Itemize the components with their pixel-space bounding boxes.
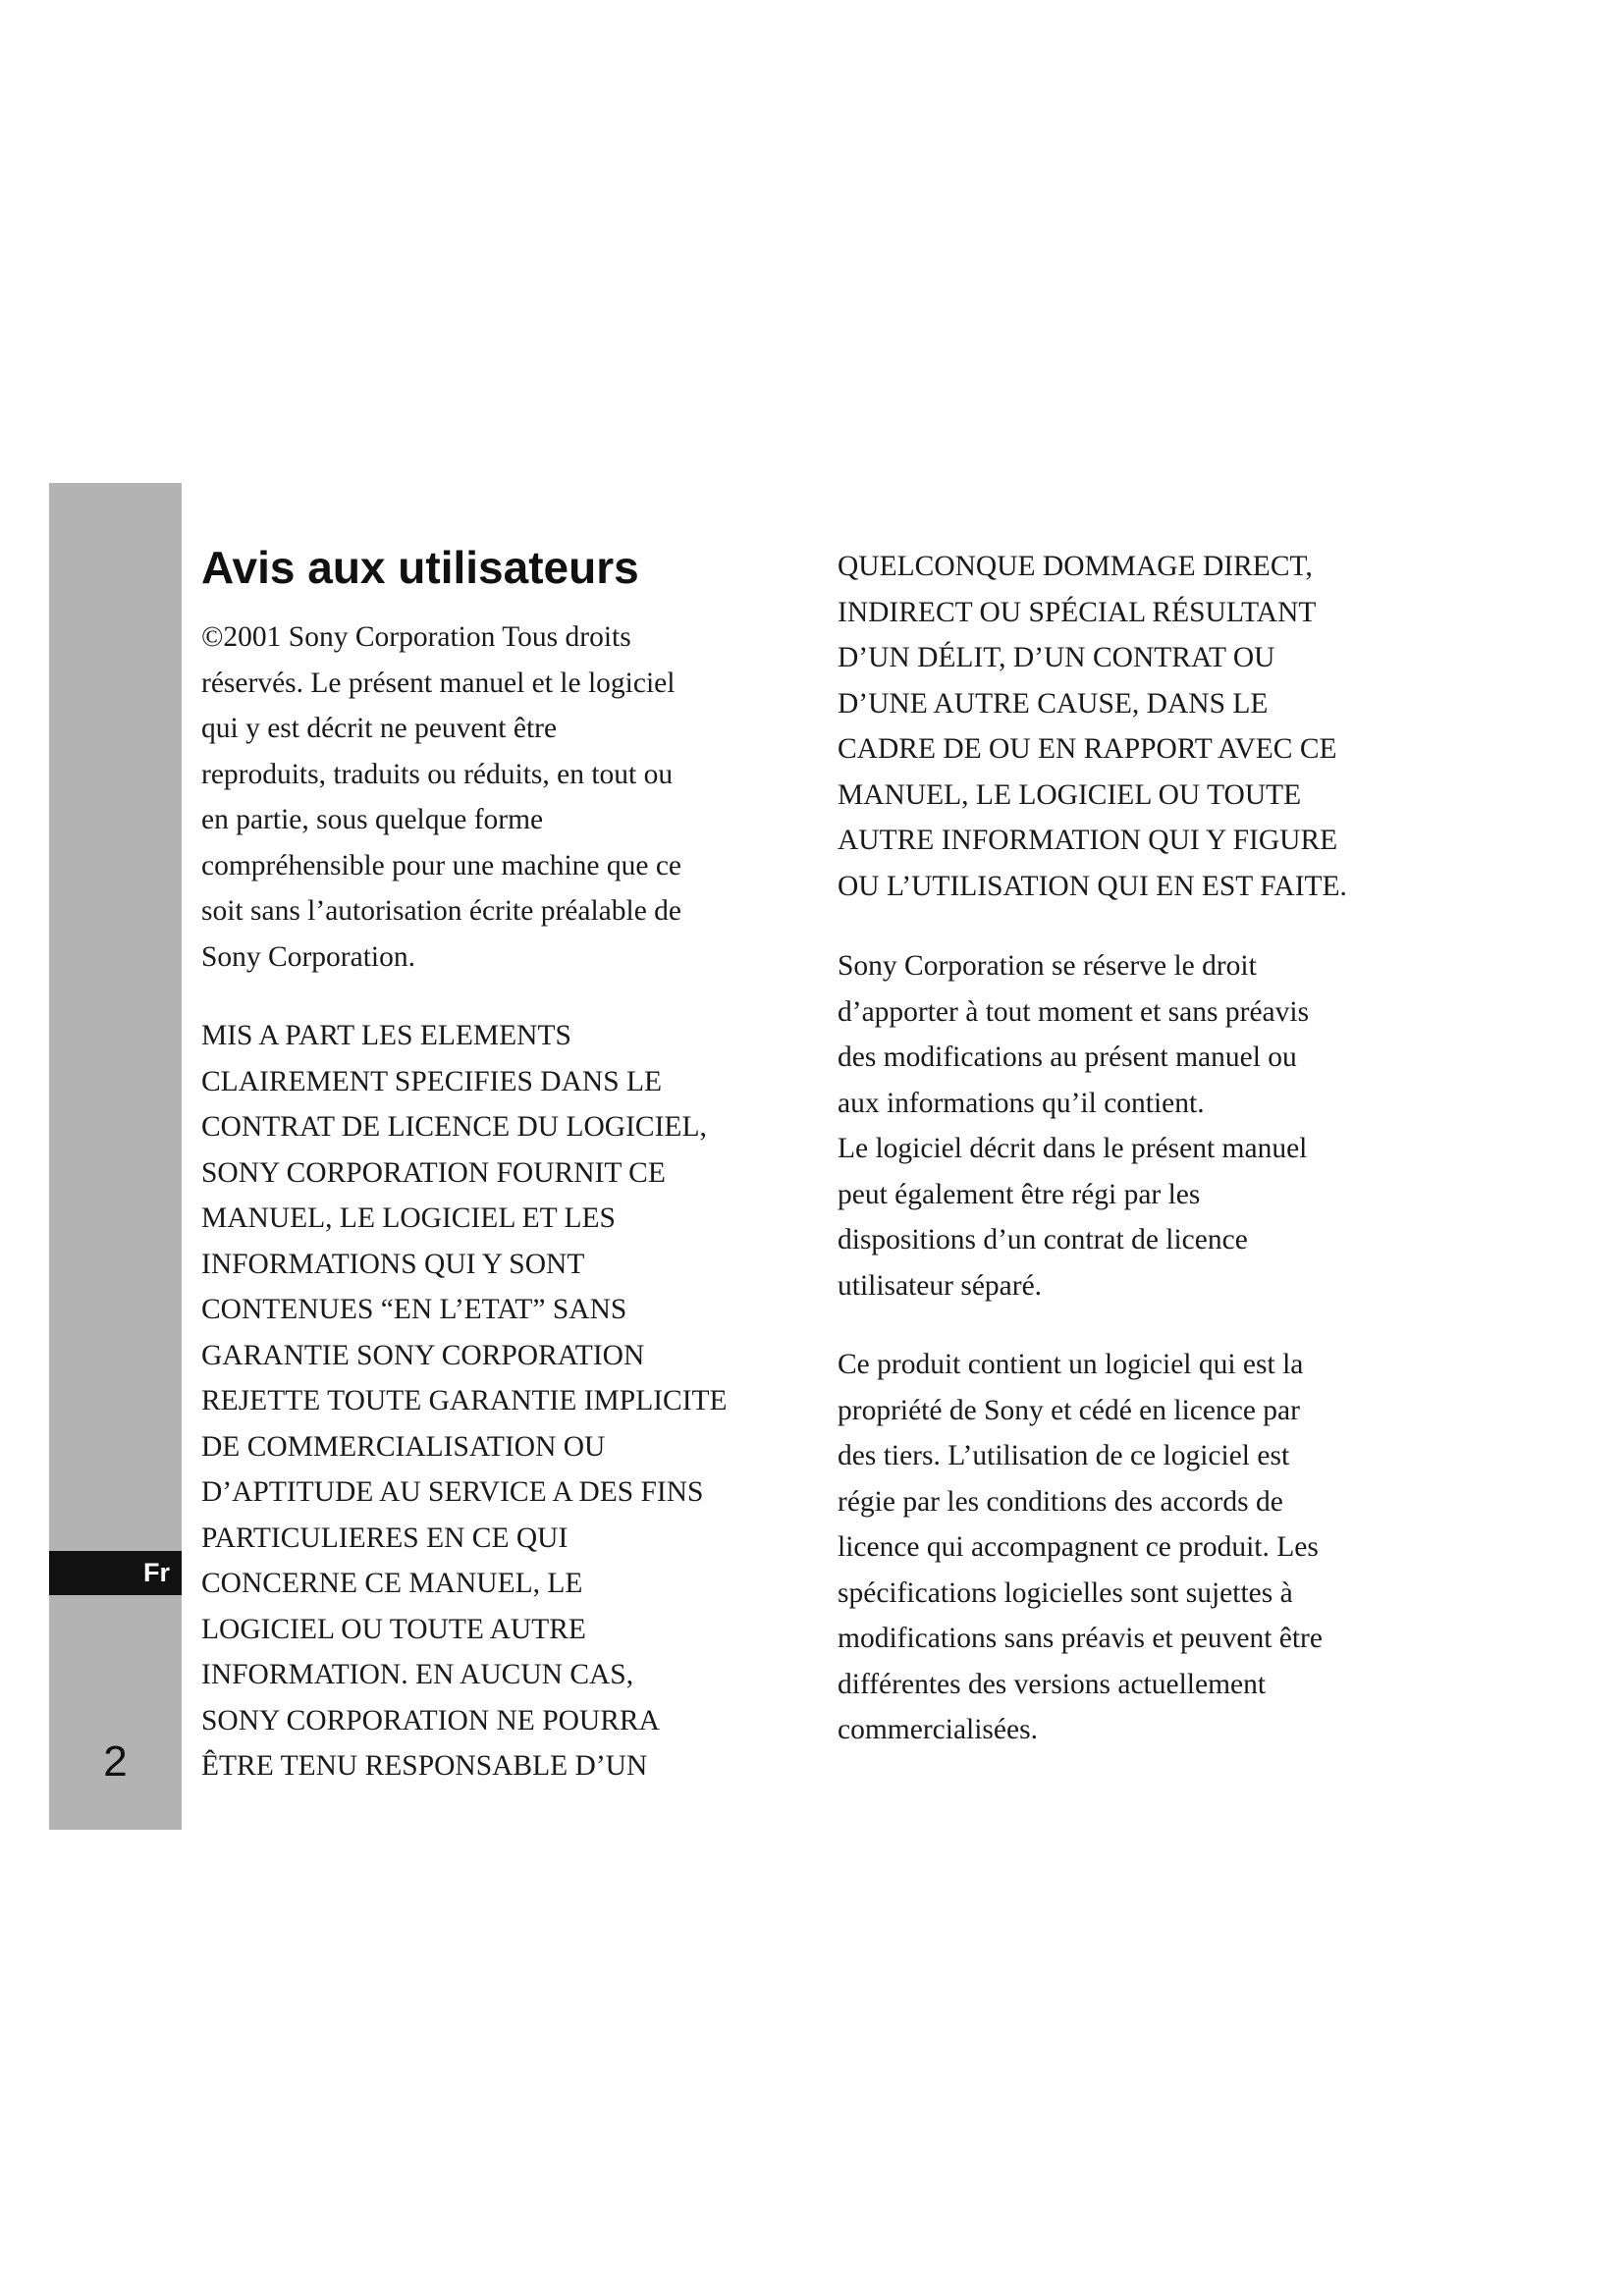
- copyright-paragraph: ©2001 Sony Corporation Tous droits réservés. Le présent manuel et le logiciel qui y est décrit ne peuvent être reproduits, traduits ou réduits, en tout ou en partie, sous quelque forme compréhensible pour une machine que ce soit sans l’autorisation écrite préalable de Sony Corporation.: [201, 621, 682, 973]
- language-tab: Fr: [49, 1551, 182, 1595]
- right-column: [838, 544, 1427, 1787]
- disclaimer-paragraph: MIS A PART LES ELEMENTS CLAIREMENT SPECIFIES DANS LE CONTRAT DE LICENCE DU LOGICIEL, SONY CORPORATION FOURNIT CE MANUEL, LE LOGICIEL ET LES INFORMATIONS QUI Y SONT CONTENUES “EN L’ETAT” SANS GARANTIE SONY CORPORATION REJETTE TOUTE GARANTIE IMPLICITE DE COMMERCIALISATION OU D’APTITUDE AU SERVICE A DES FINS PARTICULIERES EN CE QUI CONCERNE CE MANUEL, LE LOGICIEL OU TOUTE AUTRE INFORMATION. EN AUCUN CAS, SONY CORPORATION NE POURRA ÊTRE TENU RESPONSABLE D’UN: [201, 1020, 728, 1782]
- side-margin-bar: [49, 483, 182, 1830]
- disclaimer-continued-paragraph: QUELCONQUE DOMMAGE DIRECT, INDIRECT OU SPÉCIAL RÉSULTANT D’UN DÉLIT, D’UN CONTRAT OU D’UNE AUTRE CAUSE, DANS LE CADRE DE OU EN RAPPORT AVEC CE MANUEL, LE LOGICIEL OU TOUTE AUTRE INFORMATION QUI Y FIGURE OU L’UTILISATION QUI EN EST FAITE.: [838, 551, 1347, 902]
- third-party-license-paragraph: Ce produit contient un logiciel qui est la propriété de Sony et cédé en licence par des tiers. L’utilisation de ce logiciel est régie par les conditions des accords de licence qui accompagnent ce produit. Les spécifications logicielles sont sujettes à modifications sans préavis et peuvent être différentes des versions actuellement commercialisées.: [838, 1349, 1323, 1745]
- left-column: [201, 538, 790, 1823]
- rights-reserved-paragraph: Sony Corporation se réserve le droit d’apporter à tout moment et sans préavis des modifications au présent manuel ou aux informations qu’il contient. Le logiciel décrit dans le présent manuel peut également être régi par les dispositions d’un contrat de licence utilisateur séparé.: [838, 950, 1310, 1302]
- page-number: 2: [103, 1737, 128, 1786]
- page-title: Avis aux utilisateurs: [201, 542, 639, 593]
